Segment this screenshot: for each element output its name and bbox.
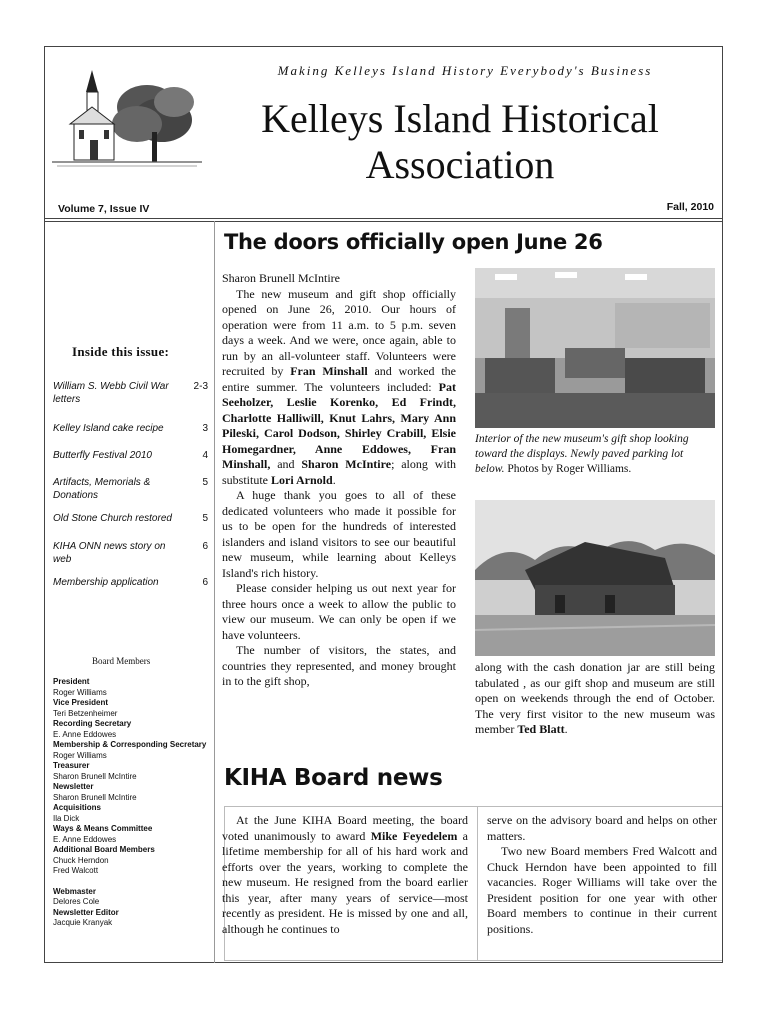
toc-item[interactable]: Butterfly Festival 2010 4 [53,450,208,461]
title-line-2: Association [365,142,555,187]
board-news-right-column: serve on the advisory board and helps on other matters. Two new Board members Fred Walcott and Chuck Herndon have been appointed to fill vacancies. Roger Williams will take over the President position for one year with other Board members to continue in their current positions. [487,813,717,936]
toc-item[interactable]: Artifacts, Memorials & Donations 5 [53,477,208,501]
board-entry: Fred Walcott [53,866,99,875]
board-members-heading: Board Members [92,656,151,666]
board-entry: Webmaster Delores Cole [53,886,100,906]
board-entry: President Roger Williams [53,677,107,697]
article-byline: Sharon Brunell McIntire [222,271,340,285]
board-entry: Additional Board Members Chuck Herndon [53,845,155,865]
board-entry: Newsletter Sharon Brunell McIntire [53,782,137,802]
board-news-left-column: At the June KIHA Board meeting, the board voted unanimously to award Mike Feyedelem a lifetime membership for all of his hard work and efforts over the years, working to complete the new museum. He resigned from the board earlier this year, after many years of service—most recently as president. He is missed by one and all, although he continues to [222,813,468,936]
article-headline: The doors officially open June 26 [224,230,603,254]
article-paragraph: Please consider helping us out next year for three hours once a week to allow the public to view our museum. We can only be open if we have volunteers. [222,581,456,642]
photo-caption: Interior of the new museum's gift shop looking toward the displays. Newly paved parking lot below. Photos by Roger Williams. [475,433,689,475]
board-entry: Vice President Teri Betzenheimer [53,698,118,718]
board-entry: Recording Secretary E. Anne Eddowes [53,719,132,739]
masthead-title [210,96,710,188]
article-paragraph: The new museum and gift shop officially opened on June 26, 2010. Our hours of operation were from 11 a.m. to 5 p.m. seven days a week. And we were, once again, able to run by an all-volunteer staff. Volunteers were recruited by Fran Minshall and worked the entire summer. The volunteers included: Pat Seeholzer, Leslie Korenko, Ed Frindt, Charlotte Halliwill, Knut Lahrs, Mary Ann Pileski, Carol Dodson, Shirley Crabill, Elsie Homegardner, Anne Eddowes, Fran Minshall, and Sharon McIntire; along with substitute Lori Arnold. [222,286,457,487]
article-body [222,271,456,690]
sidebar-divider [214,221,215,963]
church-tree-illustration-icon [52,62,202,172]
board-news-column-divider [477,806,478,961]
article-paragraph: The number of visitors, the states, and countries they represented, and money brought in to the gift shop, [222,643,456,688]
title-line-1: Kelleys Island Historical [261,96,659,141]
article-continuation: along with the cash donation jar are still being tabulated , as our gift shop and museum are still open on weekends through the end of October. The very first visitor to the new museum was member Ted Blatt. [475,660,715,736]
board-entry: Newsletter Editor Jacquie Kranyak [53,907,119,927]
issue-date: Fall, 2010 [666,201,714,213]
toc-item[interactable]: Membership application 6 [53,577,208,588]
board-entry: Membership & Corresponding Secretary Roger Williams [53,740,207,760]
board-entry: Acquisitions Ila Dick [53,803,102,823]
toc-item[interactable]: William S. Webb Civil War letters 2-3 [53,381,208,405]
toc-item[interactable]: Old Stone Church restored 5 [53,513,208,524]
masthead-motto: Making Kelleys Island History Everybody's Business [277,63,653,78]
board-entry: Ways & Means Committee E. Anne Eddowes [53,824,153,844]
toc-item[interactable]: Kelley Island cake recipe 3 [53,423,208,434]
article-paragraph: A huge thank you goes to all of these dedicated volunteers who made it possible for us to be open for the hundreds of interested islanders and island visitors to see our beautiful new museum, while learning about Kelleys Island's rich history. [222,488,456,580]
board-news-headline: KIHA Board news [224,765,443,791]
inside-issue-heading: Inside this issue: [72,344,170,359]
gift-shop-photo [475,268,715,428]
board-entry: Treasurer Sharon Brunell McIntire [53,761,137,781]
table-of-contents [53,380,208,596]
masthead-divider-2 [44,221,723,222]
volume-issue: Volume 7, Issue IV [58,203,150,215]
board-members-list [53,677,213,929]
masthead-divider [44,218,723,219]
toc-item[interactable]: KIHA ONN news story on web 6 [53,541,208,565]
museum-exterior-photo [475,500,715,656]
